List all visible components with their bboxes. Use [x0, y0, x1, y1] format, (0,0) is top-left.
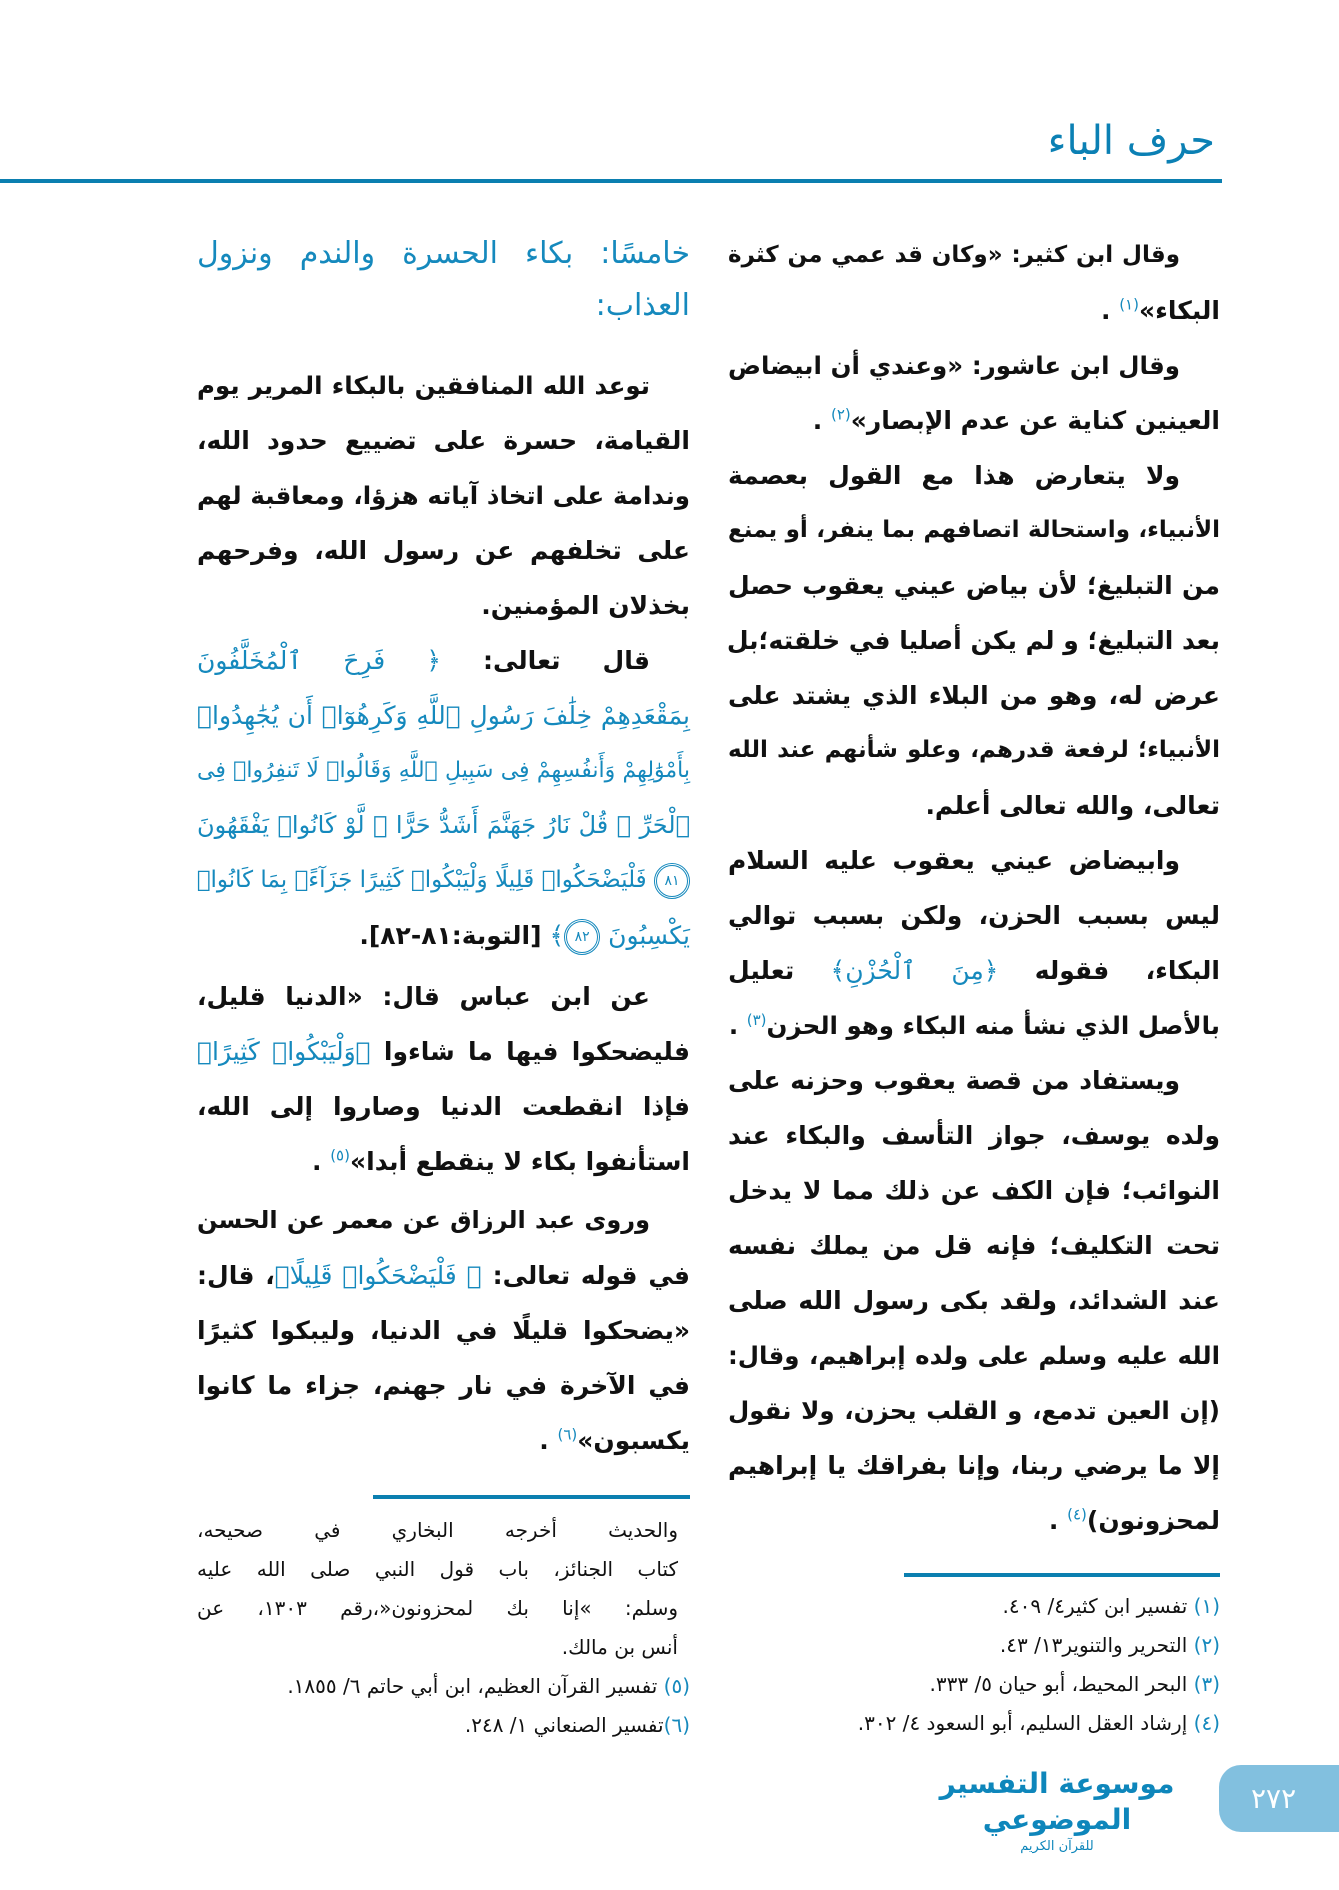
text: الأنبياء، واستحالة اتصافهم بما ينفر، أو يمنع — [728, 517, 1220, 543]
right-column — [728, 228, 1220, 1548]
footnote-text: كتاب الجنائز، باب قول النبي صلى الله عليه — [197, 1557, 678, 1581]
text-line — [197, 908, 690, 963]
text-line — [197, 1134, 690, 1189]
text-line — [728, 393, 1220, 448]
text: العذاب: — [595, 288, 690, 323]
quran-verse: ٱلْحَرِّ ۗ قُلْ نَارُ جَهَنَّمَ أَشَدُّ حَرًّا ۚ لَّوْ كَانُوا۟ يَفْقَهُونَ — [197, 811, 690, 839]
footnotes-left — [197, 1511, 690, 1745]
ayah-number-marker: ٨٢ — [564, 919, 600, 955]
text: [التوبة:٨١-٨٢]. — [359, 921, 542, 950]
text-line — [728, 283, 1220, 338]
text-line — [728, 1163, 1220, 1218]
quran-verse: ﴾ — [541, 921, 565, 950]
text-line — [728, 943, 1220, 998]
footnote-number: (٢) — [1193, 1633, 1220, 1657]
text: البكاء، فقوله — [998, 956, 1220, 985]
chapter-title: حرف الباء — [1047, 118, 1215, 164]
text-line — [197, 633, 690, 688]
quran-verse: بِمَقْعَدِهِمْ خِلَٰفَ رَسُولِ ٱللَّهِ وَكَرِهُوٓا۟ أَن يُجَٰهِدُوا۟ — [197, 701, 690, 730]
footnote — [197, 1628, 690, 1667]
text: في الآخرة في نار جهنم، جزاء ما كانوا — [197, 1371, 690, 1400]
text: . — [812, 406, 831, 435]
quran-verse: بِأَمْوَٰلِهِمْ وَأَنفُسِهِمْ فِى سَبِيلِ ٱللَّهِ وَقَالُوا۟ لَا تَنفِرُوا۟ فِى — [197, 758, 690, 783]
text-line — [197, 1079, 690, 1134]
text-line — [197, 969, 690, 1024]
text: يكسبون» — [577, 1426, 690, 1455]
footnote-number: (٥) — [663, 1674, 690, 1698]
text-line — [728, 338, 1220, 393]
text-line — [728, 503, 1220, 558]
hadith-text: لمحزونون) — [1086, 1506, 1220, 1535]
text: من التبليغ؛ لأن بياض عيني يعقوب حصل — [728, 571, 1220, 600]
text: قال تعالى: — [441, 646, 650, 675]
text: ويستفاد من قصة يعقوب وحزنه على — [728, 1066, 1180, 1095]
footnote-rule-right — [904, 1573, 1220, 1577]
text-line — [197, 853, 690, 908]
text: في قوله تعالى: — [481, 1261, 690, 1290]
footnote — [728, 1704, 1220, 1743]
text-line — [728, 1108, 1220, 1163]
footnote — [197, 1589, 690, 1628]
header-rule — [0, 179, 1222, 183]
text: الله عليه وسلم على ولده إبراهيم، وقال: — [728, 1341, 1220, 1370]
text-line — [197, 523, 690, 578]
footnote-ref[interactable]: (٥) — [330, 1146, 350, 1165]
footnote-number: (٦) — [663, 1713, 690, 1737]
text-line — [728, 1438, 1220, 1493]
footnotes-right — [728, 1587, 1220, 1743]
footnote-number: (١) — [1193, 1594, 1220, 1618]
text: النوائب؛ فإن الكف عن ذلك مما لا يدخل — [728, 1176, 1220, 1205]
quran-verse: يَكْسِبُونَ — [600, 921, 690, 950]
footnote-text: إرشاد العقل السليم، أبو السعود ٤/ ٣٠٢. — [857, 1711, 1194, 1735]
encyclopedia-logo — [933, 1766, 1181, 1856]
text: بالأصل الذي نشأ منه البكاء وهو الحزن — [766, 1011, 1220, 1040]
text: تعليل — [728, 956, 831, 985]
logo-title: موسوعة التفسير الموضوعي — [939, 1767, 1175, 1836]
footnote — [197, 1550, 690, 1589]
footnote — [728, 1626, 1220, 1665]
text-line — [197, 798, 690, 853]
footnote-text: تفسير الصنعاني ١/ ٢٤٨. — [464, 1713, 664, 1737]
text-line — [728, 1053, 1220, 1108]
hadith-text: إلا ما يرضي ربنا، وإنا بفراقك يا إبراهيم — [728, 1451, 1220, 1480]
text: عن ابن عباس قال: «الدنيا قليل، — [197, 982, 650, 1011]
footnote-text: تفسير ابن كثير٤/ ٤٠٩. — [1002, 1594, 1194, 1618]
text-line — [728, 888, 1220, 943]
text: عرض له، وهو من البلاء الذي يشتد على — [728, 681, 1220, 710]
text-line — [728, 1273, 1220, 1328]
text: «يضحكوا قليلًا في الدنيا، وليبكوا كثيرًا — [197, 1316, 690, 1345]
logo-subtitle: للقرآن الكريم — [1020, 1839, 1094, 1854]
footnote-ref[interactable]: (٢) — [830, 405, 851, 424]
page-number: ٢٧٢ — [1219, 1765, 1339, 1832]
text: ولا يتعارض هذا مع القول بعصمة — [728, 461, 1180, 490]
text: ولده يوسف، جواز التأسف والبكاء عند — [728, 1121, 1220, 1150]
footnote-ref[interactable]: (٣) — [746, 1010, 767, 1029]
quran-verse: ﴿ فَلْيَضْحَكُوا۟ قَلِيلًا﴾ — [274, 1261, 482, 1290]
text: خامسًا: بكاء الحسرة والندم ونزول — [197, 236, 690, 271]
text: فليضحكوا فيها ما شاءوا — [370, 1037, 690, 1066]
text-line — [197, 578, 690, 633]
footnote-ref[interactable]: (٦) — [557, 1425, 578, 1444]
text: . — [311, 1147, 331, 1176]
text: تعالى، والله تعالى أعلم. — [925, 791, 1220, 820]
text: ، قال: — [197, 1261, 275, 1290]
footnote-number: (٣) — [1193, 1672, 1220, 1696]
text: وابيضاض عيني يعقوب عليه السلام — [728, 846, 1180, 875]
text: وندامة على اتخاذ آياته هزؤا، ومعاقبة لهم — [197, 481, 690, 510]
footnote-text: البحر المحيط، أبو حيان ٥/ ٣٣٣. — [929, 1672, 1194, 1696]
text: . — [539, 1426, 558, 1455]
text-line — [728, 558, 1220, 613]
text-line — [197, 468, 690, 523]
text-line — [728, 668, 1220, 723]
text-line — [197, 1024, 690, 1079]
text: وقال ابن عاشور: «وعندي أن ابيضاض — [728, 351, 1180, 380]
text-line — [197, 1413, 690, 1468]
text: تحت التكليف؛ فإنه قل من يملك نفسه — [728, 1231, 1220, 1260]
footnote-text: التحرير والتنوير١٣/ ٤٣. — [999, 1633, 1194, 1657]
text: . — [1100, 296, 1120, 325]
text-line — [197, 1248, 690, 1303]
text-line — [728, 998, 1220, 1053]
text: استأنفوا بكاء لا ينقطع أبدا» — [349, 1147, 690, 1176]
text-line — [728, 228, 1220, 283]
text-line — [728, 448, 1220, 503]
text: فإذا انقطعت الدنيا وصاروا إلى الله، — [197, 1092, 690, 1121]
text-line — [728, 723, 1220, 778]
text-line — [728, 1493, 1220, 1548]
text: الأنبياء؛ لرفعة قدرهم، وعلو شأنهم عند الله — [728, 737, 1220, 763]
footnote-text: وسلم: »إنا بك لمحزونون«،رقم ١٣٠٣، عن — [197, 1596, 678, 1620]
text-line — [197, 688, 690, 743]
text-line — [728, 1218, 1220, 1273]
text-line — [728, 833, 1220, 888]
footnote — [728, 1665, 1220, 1704]
ayah-number-marker: ٨١ — [654, 863, 690, 899]
footnote-number: (٤) — [1193, 1711, 1220, 1735]
section-heading-line — [197, 280, 690, 332]
text-line — [197, 743, 690, 798]
text-line — [197, 358, 690, 413]
footnote — [197, 1511, 690, 1550]
text: البكاء» — [1138, 296, 1220, 325]
text: عند الشدائد، ولقد بكى رسول الله صلى — [728, 1286, 1220, 1315]
text-line — [728, 1383, 1220, 1438]
text: وقال ابن كثير: «وكان قد عمي من كثرة — [728, 242, 1180, 268]
quran-verse: ﴿وَلْيَبْكُوا۟ كَثِيرًا﴾ — [197, 1037, 371, 1066]
text-line — [197, 1303, 690, 1358]
footnote — [197, 1706, 690, 1745]
footnote-ref[interactable]: (٤) — [1067, 1505, 1087, 1524]
text-line — [197, 1358, 690, 1413]
footnote-text: أنس بن مالك. — [561, 1635, 678, 1659]
footnote — [197, 1667, 690, 1706]
footnote — [728, 1587, 1220, 1626]
quran-verse: ﴿مِنَ ٱلْحُزْنِ﴾ — [830, 956, 999, 985]
text-line — [728, 1328, 1220, 1383]
footnote-text: تفسير القرآن العظيم، ابن أبي حاتم ٦/ ١٨٥٥. — [287, 1674, 664, 1698]
footnote-text: والحديث أخرجه البخاري في صحيحه، — [197, 1518, 678, 1542]
left-column — [197, 228, 690, 1468]
text-line — [197, 413, 690, 468]
text-line — [728, 613, 1220, 668]
text: القيامة، حسرة على تضييع حدود الله، — [197, 426, 690, 455]
section-heading-line — [197, 228, 690, 280]
text: توعد الله المنافقين بالبكاء المرير يوم — [197, 371, 650, 400]
text: وروى عبد الرزاق عن معمر عن الحسن — [197, 1206, 650, 1234]
text: ليس بسبب الحزن، ولكن بسبب توالي — [728, 901, 1220, 930]
footnote-ref[interactable]: (١) — [1119, 295, 1139, 314]
footnote-rule-left — [373, 1495, 690, 1499]
text: . — [1048, 1506, 1068, 1535]
text: بعد التبليغ؛ و لم يكن أصليا في خلقته؛بل — [726, 626, 1220, 655]
hadith-text: (إن العين تدمع، و القلب يحزن، ولا نقول — [728, 1396, 1220, 1425]
text-line — [728, 778, 1220, 833]
text: العينين كناية عن عدم الإبصار» — [850, 406, 1220, 435]
quran-verse: فَلْيَضْحَكُوا۟ قَلِيلًا وَلْيَبْكُوا۟ كَثِيرًا جَزَآءًۢ بِمَا كَانُوا۟ — [196, 867, 654, 893]
text: بخذلان المؤمنين. — [481, 591, 690, 620]
text-line — [197, 1193, 690, 1248]
quran-verse: ﴿ فَرِحَ ٱلْمُخَلَّفُونَ — [197, 646, 442, 675]
text: . — [728, 1011, 747, 1040]
text: على تخلفهم عن رسول الله، وفرحهم — [197, 536, 690, 565]
